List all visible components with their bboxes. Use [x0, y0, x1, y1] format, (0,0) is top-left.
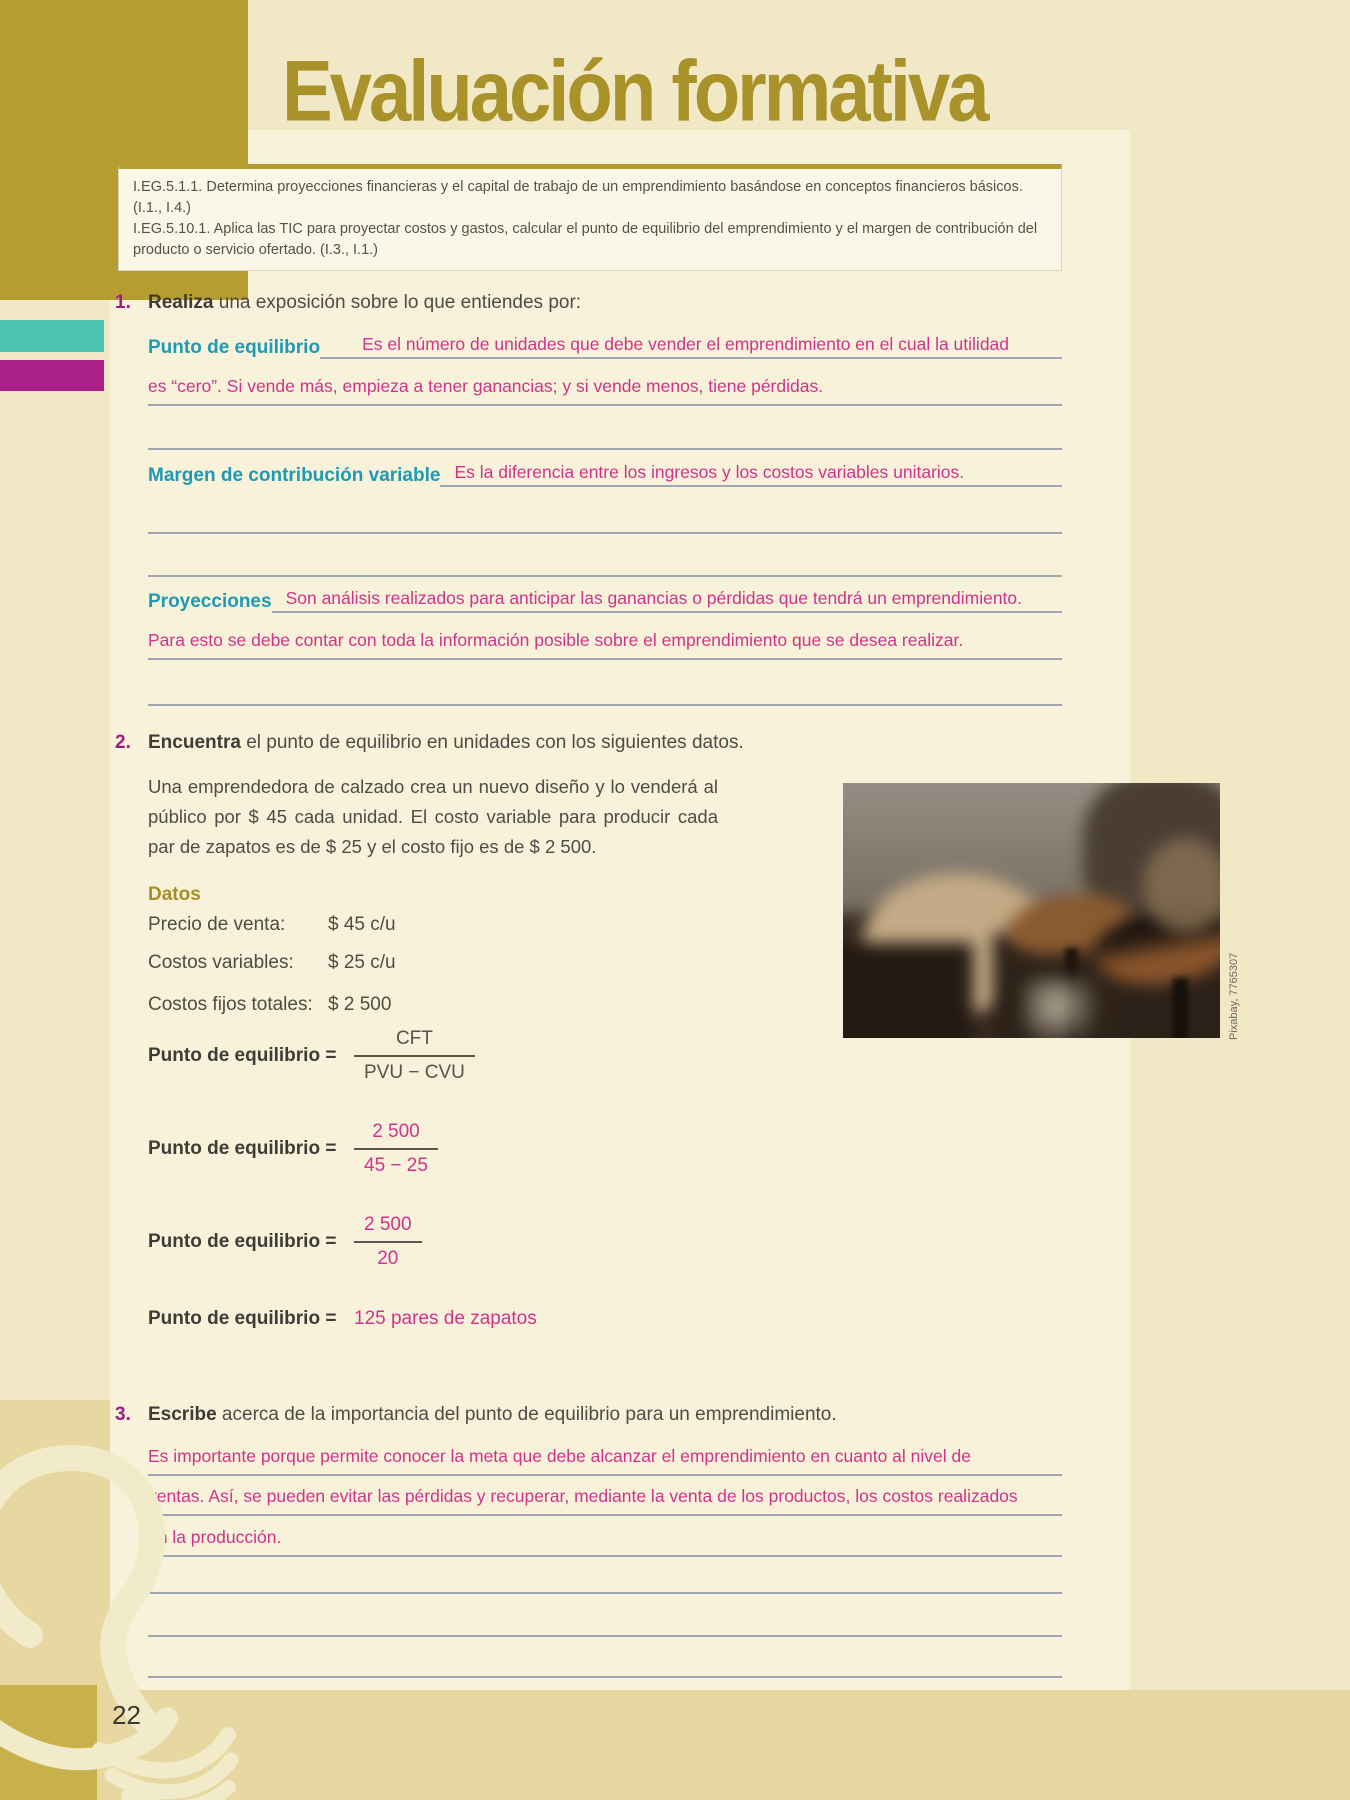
dato-label-variables: Costos variables: — [148, 952, 294, 973]
term-punto-equilibrio — [148, 334, 1062, 359]
formula-2 — [148, 1121, 438, 1177]
dato-label-fijos: Costos fijos totales: — [148, 994, 313, 1015]
question-1-text: una exposición sobre lo que entiendes por: — [213, 292, 582, 313]
page-title: Evaluación formativa — [282, 43, 987, 141]
term-margen-label: Margen de contribución variable — [148, 465, 441, 486]
formula-3-denominator: 20 — [354, 1241, 422, 1270]
page-number: 22 — [112, 1700, 141, 1730]
formula-result — [148, 1308, 537, 1330]
formula-result-label: Punto de equilibrio = — [148, 1308, 337, 1329]
dato-label-precio: Precio de venta: — [148, 914, 286, 935]
blank-answer-line — [148, 676, 1062, 706]
formula-1-denominator: PVU − CVU — [354, 1055, 475, 1084]
answer-proyecciones-line-2: Para esto se debe contar con toda la información posible sobre el emprendimiento que se desea realizar. — [148, 630, 964, 650]
lightbulb-hand-icon — [0, 1430, 270, 1800]
formula-1-label: Punto de equilibrio = — [148, 1045, 337, 1066]
dato-value-fijos: $ 2 500 — [328, 994, 392, 1015]
answer-punto-line-2-rule — [148, 376, 1062, 406]
question-1-verb: Realiza — [148, 292, 214, 313]
problem-paragraph: Una emprendedora de calzado crea un nuevo diseño y lo venderá al público por $ 45 cada unidad. El costo variable para producir cada par de zapatos es de $ 25 y el costo fijo es de $ 2 500. — [148, 776, 718, 857]
question-2-text: el punto de equilibrio en unidades con los siguientes datos. — [240, 732, 744, 753]
question-1 — [115, 292, 1065, 314]
standard-line-2: I.EG.5.10.1. Aplica las TIC para proyectar costos y gastos, calcular el punto de equilibrio del emprendimiento y el margen de contribución del producto o servicio ofertado. (I.3., I.1.) — [133, 221, 1038, 258]
question-3-verb: Escribe — [148, 1404, 217, 1425]
blank-answer-line — [148, 504, 1062, 534]
question-1-number: 1. — [115, 292, 131, 313]
formula-2-label: Punto de equilibrio = — [148, 1138, 337, 1159]
formula-result-value: 125 pares de zapatos — [354, 1308, 537, 1329]
blank-answer-line — [148, 420, 1062, 450]
question-2 — [115, 732, 1065, 754]
question-3 — [115, 1404, 1065, 1426]
term-punto-equilibrio-label: Punto de equilibrio — [148, 337, 321, 358]
standard-line-1: I.EG.5.1.1. Determina proyecciones financieras y el capital de trabajo de un emprendimiento basándose en conceptos financieros básicos. (I.1., I.4.) — [133, 179, 1023, 216]
formula-1-numerator: CFT — [395, 1028, 433, 1049]
blank-answer-line — [148, 1564, 1062, 1594]
answer-q3-line-2: ventas. Así, se pueden evitar las pérdidas y recuperar, mediante la venta de los productos, los costos realizados — [148, 1486, 1018, 1506]
answer-q3-line-2-rule — [148, 1486, 1062, 1516]
dato-value-variables: $ 25 c/u — [328, 952, 396, 973]
datos-heading: Datos — [148, 884, 201, 905]
answer-q3-line-3: en la producción. — [148, 1527, 282, 1547]
formula-2-denominator: 45 − 25 — [354, 1148, 438, 1177]
question-2-number: 2. — [115, 732, 131, 753]
formula-3 — [148, 1214, 422, 1270]
formula-2-numerator: 2 500 — [372, 1121, 420, 1142]
answer-q3-line-1: Es importante porque permite conocer la meta que debe alcanzar el emprendimiento en cuanto al nivel de — [148, 1446, 971, 1466]
standards-box — [118, 164, 1062, 271]
answer-punto-line-2: es “cero”. Si vende más, empieza a tener ganancias; y si vende menos, tiene pérdidas. — [148, 376, 824, 396]
question-3-number: 3. — [115, 1404, 131, 1425]
formula-3-numerator: 2 500 — [364, 1214, 412, 1235]
blank-answer-line — [148, 1648, 1062, 1678]
answer-q3-line-1-rule — [148, 1446, 1062, 1476]
answer-proyecciones-line-2-rule — [148, 630, 1062, 660]
question-3-text: acerca de la importancia del punto de equilibrio para un emprendimiento. — [216, 1404, 837, 1425]
answer-proyecciones-line-1: Son análisis realizados para anticipar las ganancias o pérdidas que tendrá un emprendimiento. — [285, 588, 1023, 608]
blank-answer-line — [148, 1607, 1062, 1637]
photo-credit: Pixabay, 7765307 — [1228, 952, 1240, 1040]
term-proyecciones-label: Proyecciones — [148, 591, 272, 612]
shoe-lasts-photo — [843, 783, 1220, 1038]
answer-punto-line-1: Es el número de unidades que debe vender el emprendimiento en el cual la utilidad — [362, 334, 1010, 354]
question-2-verb: Encuentra — [148, 732, 241, 753]
dato-value-precio: $ 45 c/u — [328, 914, 396, 935]
formula-3-label: Punto de equilibrio = — [148, 1231, 337, 1252]
teal-accent-bar — [0, 320, 104, 352]
magenta-accent-bar — [0, 360, 104, 391]
term-margen-contribucion — [148, 462, 1062, 487]
blank-answer-line — [148, 547, 1062, 577]
answer-margen-line-1: Es la diferencia entre los ingresos y los costos variables unitarios. — [454, 462, 965, 482]
answer-q3-line-3-rule — [148, 1527, 1062, 1557]
term-proyecciones — [148, 588, 1062, 613]
formula-1 — [148, 1028, 475, 1084]
